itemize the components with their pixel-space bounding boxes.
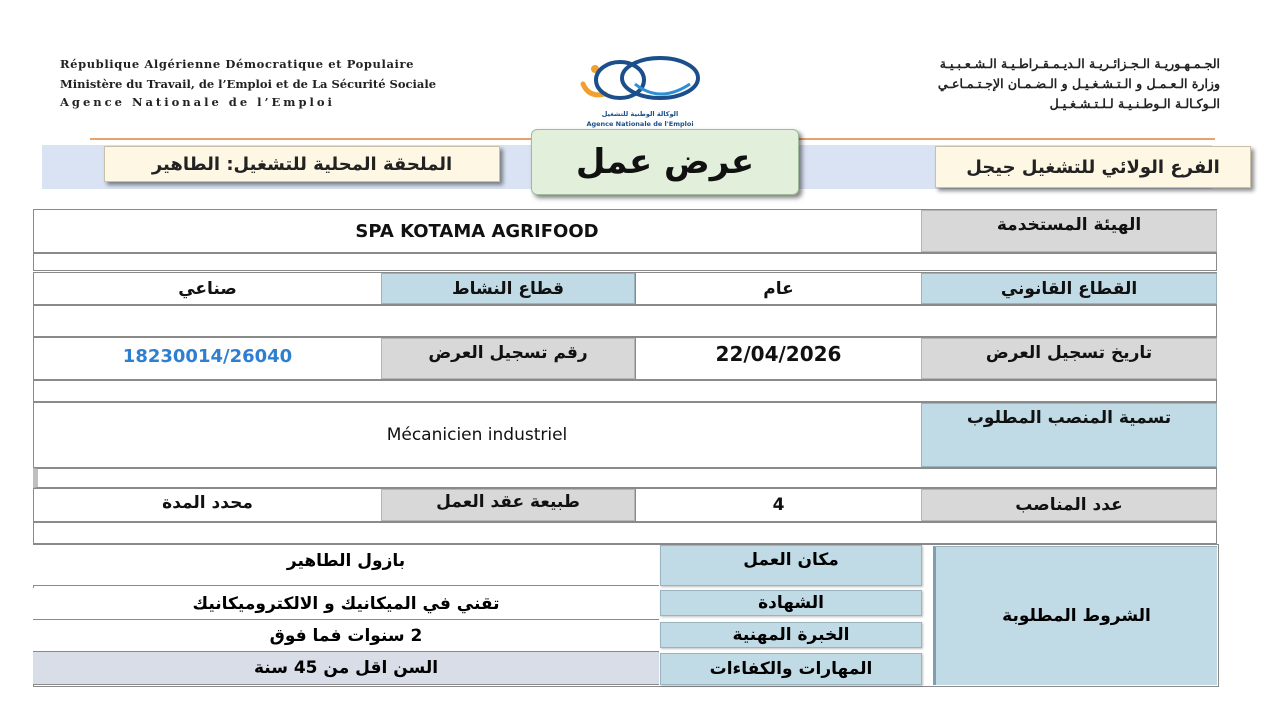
employer-value: SPA KOTAMA AGRIFOOD bbox=[355, 220, 599, 242]
branch-office-label: الفرع الولائي للتشغيل جيجل bbox=[935, 146, 1251, 188]
anem-logo bbox=[565, 54, 715, 130]
employer-row bbox=[33, 209, 1217, 253]
logo-caption-ar: الوكالة الوطنية للتشغيل bbox=[601, 110, 679, 118]
sector-row bbox=[33, 272, 1217, 305]
spacer-row bbox=[33, 305, 1217, 337]
registration-number-value: 18230014/26040 bbox=[122, 346, 293, 367]
conditions-section-label: الشروط المطلوبة bbox=[933, 546, 1217, 685]
contract-type-value: محدد المدة bbox=[162, 493, 253, 513]
header-ar-republic: الجـمـهـوريـة الـجـزائـريـة الـديـمـقـراطـيـة الـشـعـبـيـة bbox=[939, 56, 1220, 71]
position-value: Mécanicien industriel bbox=[386, 425, 568, 445]
registration-date-label: تاريخ تسجيل العرض bbox=[921, 338, 1217, 379]
workplace-label: مكان العمل bbox=[660, 545, 922, 586]
skills-label: المهارات والكفاءات bbox=[660, 653, 922, 685]
header-fr-agency: Agence Nationale de l’Emploi bbox=[60, 95, 335, 109]
legal-sector-label: القطاع القانوني bbox=[921, 273, 1217, 304]
skills-value: السن اقل من 45 سنة bbox=[33, 652, 659, 685]
legal-sector-value: عام bbox=[635, 273, 921, 304]
positions-count-label: عدد المناصب bbox=[921, 489, 1217, 521]
registration-row bbox=[33, 337, 1217, 380]
position-row bbox=[33, 402, 1217, 468]
positions-count-value: 4 bbox=[635, 489, 921, 521]
experience-value: 2 سنوات فما فوق bbox=[33, 620, 659, 652]
header-ar-ministry: وزارة الـعـمـل و الـتـشـغـيـل و الـضـمـان الإجـتـمـاعـي bbox=[937, 76, 1220, 91]
logo-caption-fr: Agence Nationale de l'Emploi bbox=[586, 120, 694, 128]
spacer-row bbox=[33, 253, 1217, 271]
local-office-label: الملحقة المحلية للتشغيل: الطاهير bbox=[104, 146, 500, 182]
header-ar-agency: الـوكـالـة الـوطـنـيـة لـلـتـشـغـيـل bbox=[1049, 96, 1220, 111]
spacer-row bbox=[33, 380, 1217, 402]
spacer-row bbox=[33, 522, 1217, 544]
experience-label: الخبرة المهنية bbox=[660, 622, 922, 648]
diploma-value: تقني في الميكانيك و الالكتروميكانيك bbox=[33, 588, 659, 620]
workplace-value: بازول الطاهير bbox=[33, 545, 659, 586]
header-fr-ministry: Ministère du Travail, de l’Emploi et de La Sécurité Sociale bbox=[60, 77, 437, 91]
page-title: عرض عمل bbox=[531, 129, 799, 195]
anem-logo-icon bbox=[565, 54, 715, 110]
activity-sector-label: قطاع النشاط bbox=[381, 273, 635, 304]
spacer-row bbox=[33, 468, 1217, 488]
position-label: تسمية المنصب المطلوب bbox=[921, 403, 1217, 467]
registration-date-value: 22/04/2026 bbox=[635, 338, 921, 379]
contract-row bbox=[33, 488, 1217, 522]
employer-label: الهيئة المستخدمة bbox=[921, 210, 1217, 252]
header-fr-republic: République Algérienne Démocratique et Populaire bbox=[60, 57, 415, 71]
registration-number-label: رقم تسجيل العرض bbox=[381, 338, 635, 379]
contract-type-label: طبيعة عقد العمل bbox=[381, 489, 635, 521]
diploma-label: الشهادة bbox=[660, 590, 922, 616]
activity-sector-value: صناعي bbox=[178, 278, 237, 299]
